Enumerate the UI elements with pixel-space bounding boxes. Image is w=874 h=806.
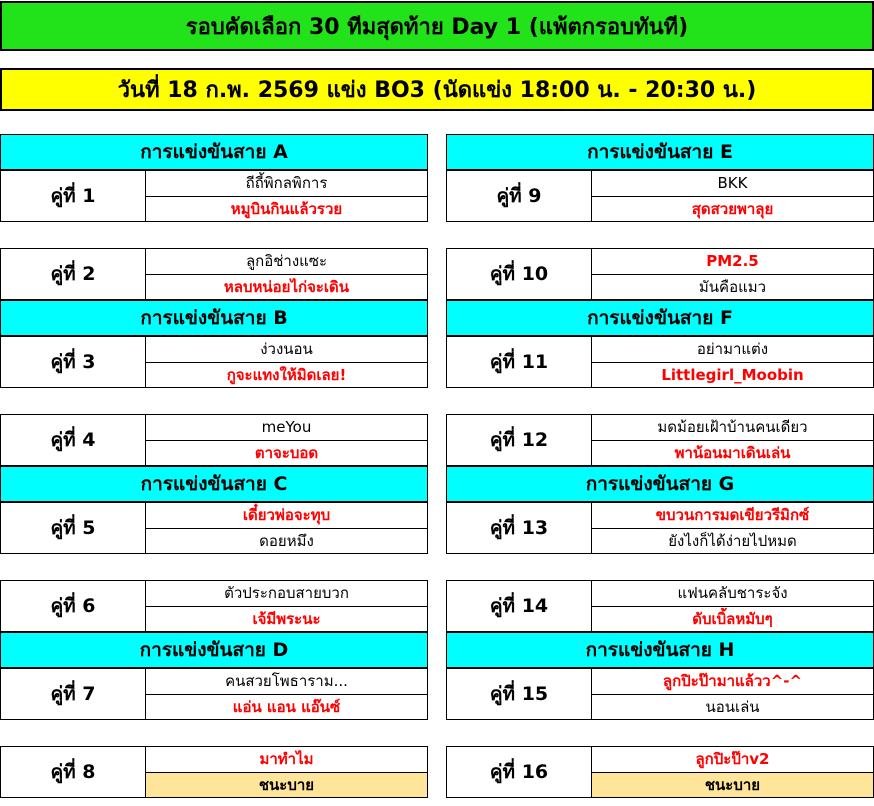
match-label: คู่ที่ 10 [447,249,592,299]
team-name: ดอยหมึง [146,528,427,554]
match-label: คู่ที่ 13 [447,503,592,553]
team-name: BKK [717,174,748,193]
team-name: นอนเล่น [592,694,873,720]
match-label: คู่ที่ 11 [447,337,592,387]
team-winner: หลบหน่อยไก่จะเดิน [146,274,427,300]
team-name: อย่ามาแต่ง [696,340,769,359]
match-teams [146,337,427,387]
team-name: ตัวประกอบสายบวก [224,584,349,603]
team-name: มดม้อยเฝ้าบ้านคนเดียว [657,418,808,437]
match-label: คู่ที่ 1 [1,171,146,221]
match-row [0,502,428,554]
spacer [0,720,428,746]
team-winner: เจ้มีพระนะ [146,606,427,632]
match-teams [146,503,427,553]
match-teams [592,415,873,465]
match-row [446,170,874,222]
team-name: ยังไงก็ได้ง่ายไปหมด [592,528,873,554]
match-row [446,746,874,798]
match-teams [146,669,427,719]
team-winner: หมูบินกินแล้วรวย [146,196,427,222]
match-teams [592,503,873,553]
group-header: การแข่งขันสาย F [446,300,874,336]
team-winner: Littlegirl_Moobin [592,362,873,388]
spacer [0,222,428,248]
match-label: คู่ที่ 7 [1,669,146,719]
match-teams [592,171,873,221]
match-row [446,580,874,632]
match-row [446,668,874,720]
match-teams [146,171,427,221]
match-label: คู่ที่ 6 [1,581,146,631]
match-row [446,336,874,388]
team-winner: กูจะแทงให้มิดเลย! [146,362,427,388]
team-name: คนสวยโพธาราม... [225,672,348,691]
group-header: การแข่งขันสาย G [446,466,874,502]
team-winner: เดี๋ยวพ่อจะทุบ [242,506,331,525]
spacer [446,222,874,248]
bye-cell: ชนะบาย [592,772,873,798]
match-label: คู่ที่ 3 [1,337,146,387]
match-label: คู่ที่ 15 [447,669,592,719]
spacer [446,720,874,746]
team-winner: แอ่น แอน แอ๊นซ์ [146,694,427,720]
team-name: ลูกอิช่างแซะ [245,252,328,271]
team-winner: สุดสวยพาลุย [592,196,873,222]
match-row [0,248,428,300]
match-teams [592,249,873,299]
team-winner: ตาจะบอด [146,440,427,466]
match-label: คู่ที่ 8 [1,747,146,797]
match-row [0,414,428,466]
spacer [446,554,874,580]
match-row [0,170,428,222]
match-row [0,668,428,720]
team-winner: มาทำไม [259,750,314,769]
match-teams [592,747,873,797]
match-label: คู่ที่ 5 [1,503,146,553]
bracket-column-left [0,134,428,798]
group-header: การแข่งขันสาย H [446,632,874,668]
group-header: การแข่งขันสาย C [0,466,428,502]
match-label: คู่ที่ 12 [447,415,592,465]
page-title: รอบคัดเลือก 30 ทีมสุดท้าย Day 1 (แพ้ตกรอบทันที) [0,1,874,51]
spacer [0,554,428,580]
team-name: ถีถี้พิกลพิการ [245,174,328,193]
match-row [0,746,428,798]
bracket-column-right [446,134,874,798]
match-row [0,580,428,632]
match-row [446,248,874,300]
group-header: การแข่งขันสาย B [0,300,428,336]
spacer [0,388,428,414]
spacer [446,388,874,414]
match-label: คู่ที่ 9 [447,171,592,221]
match-row [446,414,874,466]
bye-cell: ชนะบาย [146,772,427,798]
match-label: คู่ที่ 16 [447,747,592,797]
match-teams [592,581,873,631]
group-header: การแข่งขันสาย A [0,134,428,170]
match-teams [146,747,427,797]
team-name: meYou [261,418,312,437]
match-teams [146,249,427,299]
team-name: มันคือแมว [592,274,873,300]
match-row [0,336,428,388]
match-label: คู่ที่ 2 [1,249,146,299]
date-banner: วันที่ 18 ก.พ. 2569 แข่ง BO3 (นัดแข่ง 18:00 น. - 20:30 น.) [0,68,874,111]
match-teams [146,415,427,465]
match-teams [592,337,873,387]
match-teams [146,581,427,631]
match-label: คู่ที่ 14 [447,581,592,631]
match-teams [592,669,873,719]
team-winner: พาน้อนมาเดินเล่น [592,440,873,466]
team-winner: ลูกปิะป๊าv2 [695,750,770,769]
team-winner: ดับเบิ้ลหมับๆ [592,606,873,632]
group-header: การแข่งขันสาย D [0,632,428,668]
match-row [446,502,874,554]
match-label: คู่ที่ 4 [1,415,146,465]
team-name: แฟนคลับชาระจัง [677,584,788,603]
team-winner: ลูกปิะป๊ามาแล้วว^-^ [662,672,803,691]
team-winner: ขบวนการมดเขียวรีมิกซ์ [655,506,810,525]
team-name: ง่วงนอน [260,340,313,359]
team-winner: PM2.5 [706,252,759,271]
group-header: การแข่งขันสาย E [446,134,874,170]
